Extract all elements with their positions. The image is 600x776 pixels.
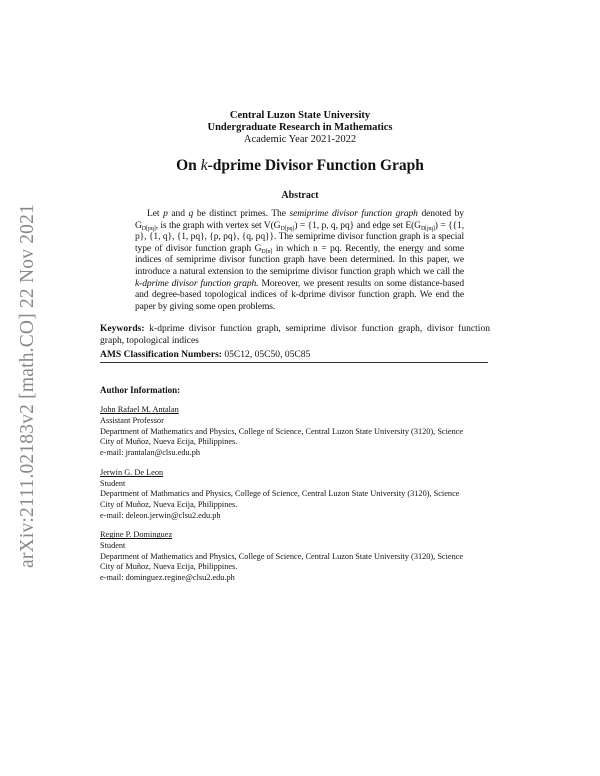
author-dept: Department of Mathematics and Physics, College of Science, Central Luzon State University (3120), Science — [100, 551, 464, 561]
author-name: Jerwin G. De Leon — [100, 467, 164, 477]
author-block — [100, 405, 490, 459]
academic-year: Academic Year 2021-2022 — [243, 134, 357, 145]
author-email: e-mail: dominguez.regine@clsu2.edu.ph — [100, 573, 235, 583]
author-email: e-mail: jrantalan@clsu.edu.ph — [100, 448, 201, 458]
author-block — [100, 530, 490, 584]
author-dept: Department of Mathmatics and Physics, College of Science, Central Luzon State University (3120), Science — [100, 489, 460, 499]
author-email: e-mail: deleon.jerwin@clsu2.edu.ph — [100, 510, 221, 520]
author-city: City of Muñoz, Nueva Ecija, Philippines. — [100, 437, 238, 447]
author-role: Student — [100, 478, 126, 488]
abstract-text: Let p and q be distinct primes. The semiprime divisor function graph denoted by $G_{D[pq]}$, is the graph with vertex set $V(G_{D[pq]}) = \{1$, p, q, pq} and edge set $E(G_{D[pq]}) = \{\{1$, p}, {1, q}, {1, pq}, {p, pq}, {q, pq}}. The semiprime divisor function graph is a special type of divisor function graph $G_{D[n]}$ in which n = pq. Recently, the energy and some indices of semiprime divisor function graph have been determined. In this paper, we introduce a natural extension to the semiprime divisor function graph which we call the k-dprime divisor function graph. Moreover, we present results on some distance-based and degree-based topological indices of k-dprime divisor function graph. We end the paper by giving some open problems. — [135, 208, 464, 312]
author-city: City of Muñoz, Nueva Ecija, Philippines. — [100, 562, 238, 572]
university-name: Central Luzon State University — [229, 110, 371, 121]
paper-title: On k-dprime Divisor Function Graph — [176, 157, 424, 174]
author-name: Regine P. Dominguez — [100, 530, 173, 540]
author-city: City of Muñoz, Nueva Ecija, Philippines. — [100, 499, 238, 509]
author-role: Assistant Professor — [100, 416, 164, 426]
keywords: Keywords: k-dprime divisor function graph, semiprime divisor function graph, divisor function graph, topological indices — [100, 323, 490, 347]
author-role: Student — [100, 541, 126, 551]
author-info-heading: Author Information: — [100, 385, 181, 396]
arxiv-stamp: arXiv:2111.02183v2 [math.CO] 22 Nov 2021 — [17, 203, 38, 568]
abstract-heading: Abstract — [281, 190, 319, 201]
program-name: Undergraduate Research in Mathematics — [207, 122, 393, 133]
author-block — [100, 468, 490, 522]
body-flow — [100, 208, 490, 584]
author-dept: Department of Mathematics and Physics, College of Science, Central Luzon State University (3120), Science — [100, 426, 464, 436]
ams-classification: AMS Classification Numbers: 05C12, 05C50, 05C85 — [100, 349, 488, 363]
author-name: John Rafael M. Antalan — [100, 405, 179, 415]
